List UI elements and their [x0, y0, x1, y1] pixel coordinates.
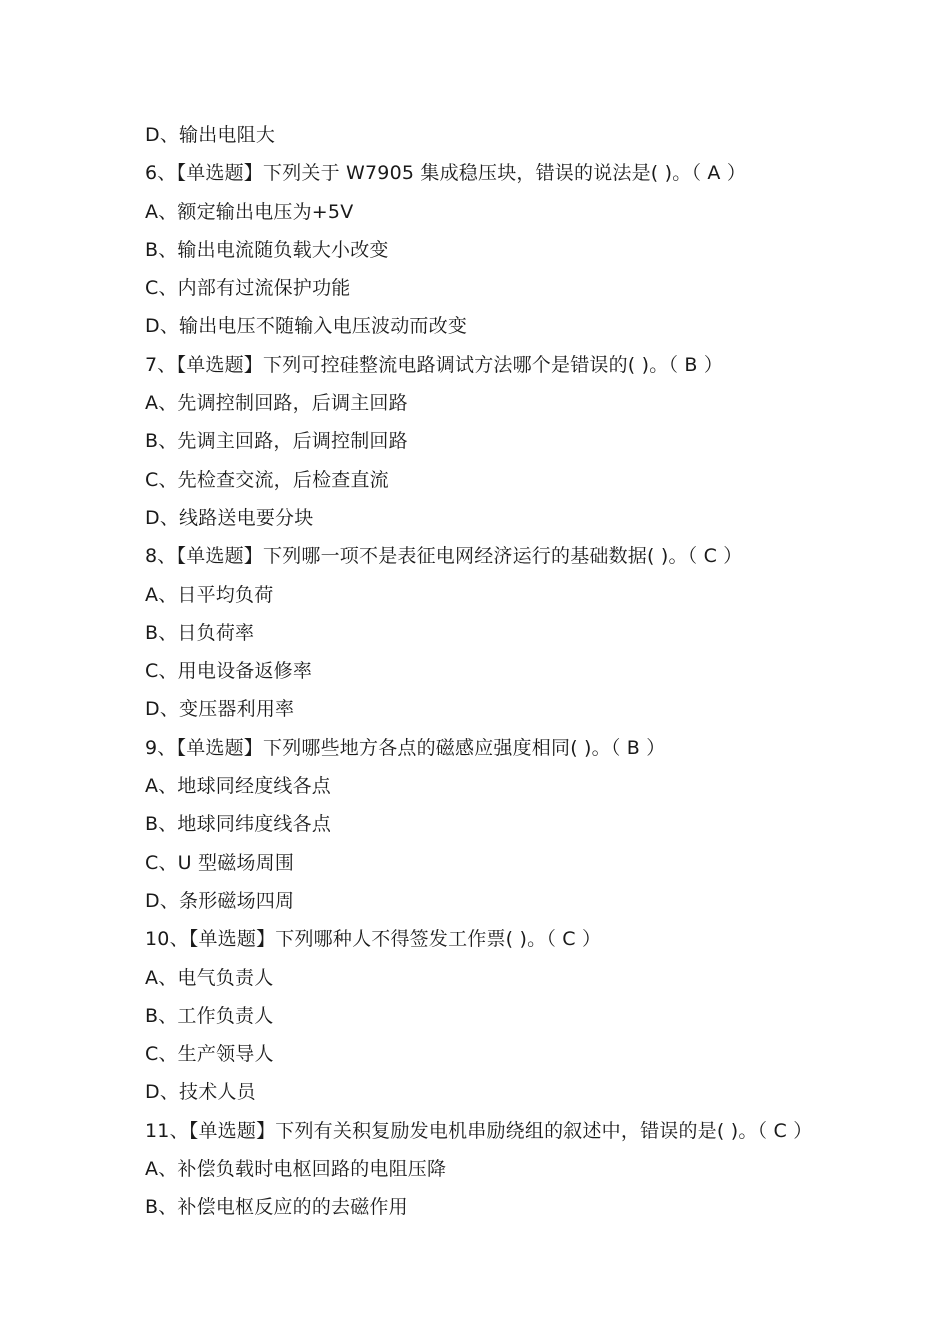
option-line: C、先检查交流，后检查直流	[145, 468, 389, 491]
option-line: A、电气负责人	[145, 966, 274, 989]
question-line: 10、【单选题】下列哪种人不得签发工作票( )。（ C ）	[145, 928, 602, 951]
option-line: B、补偿电枢反应的的去磁作用	[145, 1196, 408, 1219]
option-line: D、输出电阻大	[145, 124, 276, 146]
option-line: D、条形磁场四周	[145, 889, 295, 912]
question-list	[145, 116, 905, 1227]
option-line: A、地球同经度线各点	[145, 775, 331, 798]
option-line: A、额定输出电压为+5V	[145, 200, 354, 223]
option-line: B、日负荷率	[145, 621, 255, 644]
question-line: 7、【单选题】下列可控硅整流电路调试方法哪个是错误的( )。（ B ）	[145, 353, 724, 376]
option-line: A、先调控制回路，后调主回路	[145, 392, 408, 415]
option-line: D、线路送电要分块	[145, 506, 314, 529]
question-line: 9、【单选题】下列哪些地方各点的磁感应强度相同( )。（ B ）	[145, 736, 666, 759]
option-line: B、工作负责人	[145, 1004, 274, 1027]
option-line: D、技术人员	[145, 1081, 256, 1104]
option-line: D、输出电压不随输入电压波动而改变	[145, 315, 468, 338]
option-line: B、地球同纬度线各点	[145, 813, 332, 836]
option-line: D、变压器利用率	[145, 698, 295, 721]
option-line: C、U 型磁场周围	[145, 851, 295, 874]
question-line: 8、【单选题】下列哪一项不是表征电网经济运行的基础数据( )。（ C ）	[145, 545, 743, 568]
question-line: 6、【单选题】下列关于 W7905 集成稳压块，错误的说法是( )。（ A ）	[145, 162, 747, 185]
option-line: C、生产领导人	[145, 1043, 274, 1066]
option-line: C、用电设备返修率	[145, 660, 313, 683]
option-line: B、输出电流随负载大小改变	[145, 238, 389, 261]
option-line: A、补偿负载时电枢回路的电阻压降	[145, 1158, 447, 1181]
question-line: 11、【单选题】下列有关积复励发电机串励绕组的叙述中，错误的是( )。（ C ）	[145, 1119, 813, 1142]
option-line: A、日平均负荷	[145, 583, 274, 606]
option-line: B、先调主回路，后调控制回路	[145, 430, 408, 453]
option-line: C、内部有过流保护功能	[145, 277, 351, 300]
